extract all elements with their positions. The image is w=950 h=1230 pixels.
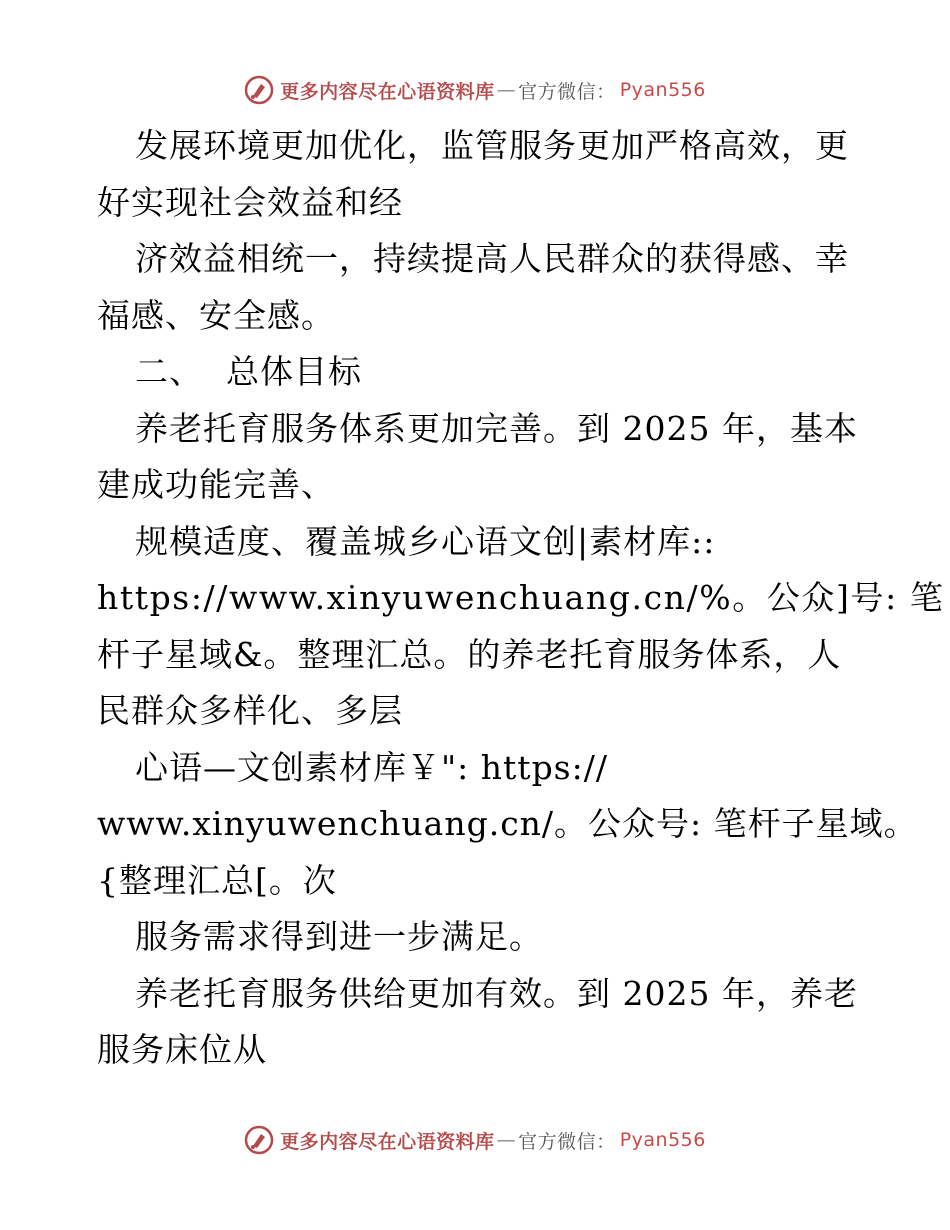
body-line: 济效益相统一，持续提高人民群众的获得感、幸: [135, 239, 849, 278]
header-separator: —: [496, 79, 517, 101]
body-line: 服务床位从: [97, 1030, 267, 1069]
document-body: [97, 118, 945, 1079]
body-line: 服务需求得到进一步满足。: [135, 917, 543, 956]
body-line: 民群众多样化、多层: [97, 691, 403, 730]
pen-nib-circle-icon: [244, 75, 274, 105]
body-line: https://www.xinyuwenchuang.cn/%。公众]号: 笔: [97, 578, 945, 617]
body-line: {整理汇总[。次: [97, 860, 337, 900]
section-heading: 二、 总体目标: [135, 352, 362, 391]
header-brand-text: 更多内容尽在心语资料库: [280, 80, 495, 103]
header-wechat-id: Pyan556: [619, 79, 706, 101]
footer-wechat-id: Pyan556: [619, 1129, 706, 1151]
body-line: 福感、安全感。: [97, 295, 335, 335]
body-line: www.xinyuwenchuang.cn/。公众号: 笔杆子星域。: [97, 804, 918, 843]
pen-nib-circle-icon: [244, 1125, 274, 1155]
body-line: 建成功能完善、: [97, 465, 335, 504]
footer-separator: —: [496, 1129, 517, 1151]
footer-banner: [0, 1120, 950, 1160]
body-line: 发展环境更加优化，监管服务更加严格高效，更: [135, 126, 849, 165]
body-line: 养老托育服务体系更加完善。到 2025 年，基本: [135, 408, 858, 448]
body-line: 好实现社会效益和经: [97, 182, 403, 222]
body-line: 养老托育服务供给更加有效。到 2025 年，养老: [135, 973, 858, 1013]
header-banner: [0, 70, 950, 110]
footer-wechat-label: 官方微信：: [518, 1130, 616, 1153]
body-line: 杆子星域&。整理汇总。的养老托育服务体系，人: [97, 634, 842, 674]
body-line: 规模适度、覆盖城乡心语文创|素材库::: [135, 521, 716, 561]
body-line: 心语—文创素材库￥": https://: [135, 747, 608, 787]
footer-brand-text: 更多内容尽在心语资料库: [280, 1130, 495, 1153]
header-wechat-label: 官方微信：: [518, 80, 616, 103]
